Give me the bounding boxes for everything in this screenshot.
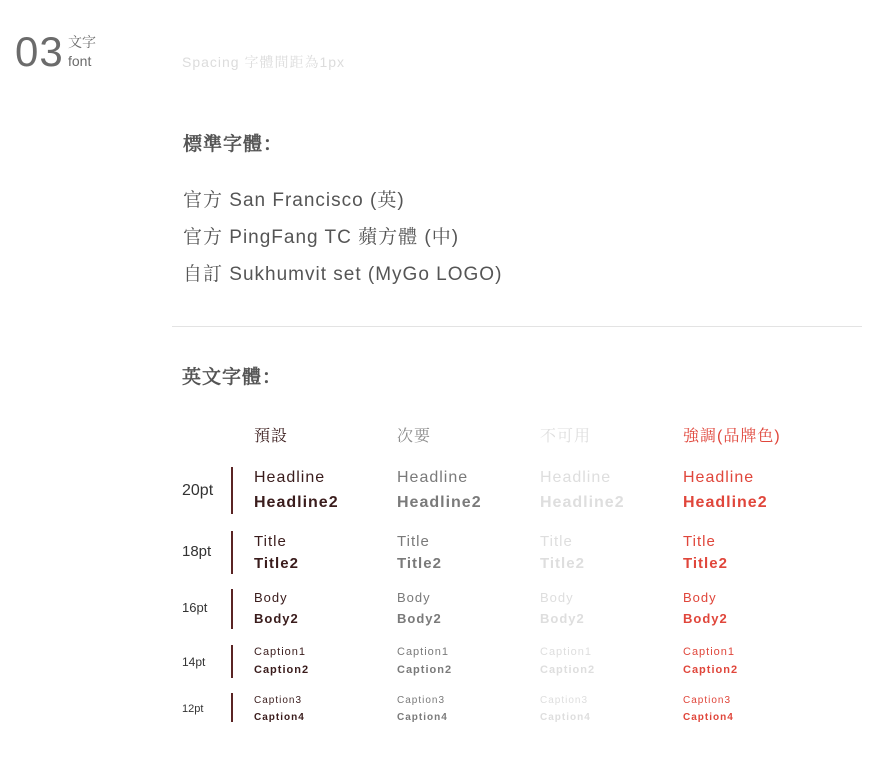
size-label: 14pt <box>182 655 206 669</box>
sample-secondary-caption1: Caption1 <box>397 646 450 658</box>
size-divider-bar <box>231 693 233 722</box>
sample-disabled-body: Body <box>540 590 574 605</box>
sample-secondary-caption3: Caption3 <box>397 695 446 706</box>
section-title-cn: 文字 <box>68 34 96 50</box>
sample-emphasis-title2: Title2 <box>683 555 728 572</box>
sample-secondary-caption4: Caption4 <box>397 712 448 723</box>
size-divider-bar <box>231 531 233 574</box>
section-divider <box>172 326 862 327</box>
font-line-sukhumvit: 自訂 Sukhumvit set (MyGo LOGO) <box>183 264 503 285</box>
sample-emphasis-headline: Headline <box>683 469 755 486</box>
sample-secondary-headline2: Headline2 <box>397 494 482 511</box>
sample-secondary-caption2: Caption2 <box>397 664 453 676</box>
column-header-default: 預設 <box>254 428 289 445</box>
sample-emphasis-title: Title <box>683 533 716 550</box>
section-title-en: font <box>68 53 92 69</box>
size-label: 16pt <box>182 600 208 615</box>
sample-disabled-title: Title <box>540 533 573 550</box>
spacing-note: Spacing 字體間距為1px <box>182 54 346 70</box>
standard-fonts-heading: 標準字體： <box>183 134 284 155</box>
size-divider-bar <box>231 589 233 629</box>
sample-disabled-caption4: Caption4 <box>540 712 591 723</box>
font-line-sf: 官方 San Francisco (英) <box>183 190 405 211</box>
sample-disabled-headline: Headline <box>540 469 612 486</box>
sample-emphasis-caption4: Caption4 <box>683 712 734 723</box>
sample-emphasis-caption2: Caption2 <box>683 664 739 676</box>
sample-disabled-caption2: Caption2 <box>540 664 596 676</box>
sample-default-headline: Headline <box>254 469 326 486</box>
size-divider-bar <box>231 645 233 678</box>
section-number: 03 <box>15 28 64 75</box>
column-header-secondary: 次要 <box>397 428 432 445</box>
sample-disabled-caption1: Caption1 <box>540 646 593 658</box>
sample-default-caption2: Caption2 <box>254 664 310 676</box>
sample-disabled-title2: Title2 <box>540 555 585 572</box>
font-line-pingfang: 官方 PingFang TC 蘋方體 (中) <box>183 227 460 248</box>
size-label: 18pt <box>182 543 212 560</box>
sample-emphasis-caption1: Caption1 <box>683 646 736 658</box>
sample-secondary-headline: Headline <box>397 469 469 486</box>
sample-secondary-title2: Title2 <box>397 555 442 572</box>
sample-default-caption4: Caption4 <box>254 712 305 723</box>
english-fonts-heading: 英文字體： <box>182 367 283 388</box>
size-divider-bar <box>231 467 233 514</box>
sample-disabled-headline2: Headline2 <box>540 494 625 511</box>
sample-default-title: Title <box>254 533 287 550</box>
size-label: 20pt <box>182 482 214 499</box>
sample-secondary-body: Body <box>397 590 431 605</box>
sample-default-body2: Body2 <box>254 611 299 626</box>
sample-secondary-body2: Body2 <box>397 611 442 626</box>
sample-emphasis-body2: Body2 <box>683 611 728 626</box>
sample-default-title2: Title2 <box>254 555 299 572</box>
size-label: 12pt <box>182 703 204 715</box>
column-header-emphasis: 強調(品牌色) <box>683 428 781 445</box>
sample-default-headline2: Headline2 <box>254 494 339 511</box>
sample-emphasis-caption3: Caption3 <box>683 695 732 706</box>
sample-emphasis-body: Body <box>683 590 717 605</box>
sample-default-body: Body <box>254 590 288 605</box>
column-header-disabled: 不可用 <box>540 428 592 445</box>
sample-disabled-body2: Body2 <box>540 611 585 626</box>
sample-emphasis-headline2: Headline2 <box>683 494 768 511</box>
sample-default-caption3: Caption3 <box>254 695 303 706</box>
sample-secondary-title: Title <box>397 533 430 550</box>
sample-default-caption1: Caption1 <box>254 646 307 658</box>
sample-disabled-caption3: Caption3 <box>540 695 589 706</box>
